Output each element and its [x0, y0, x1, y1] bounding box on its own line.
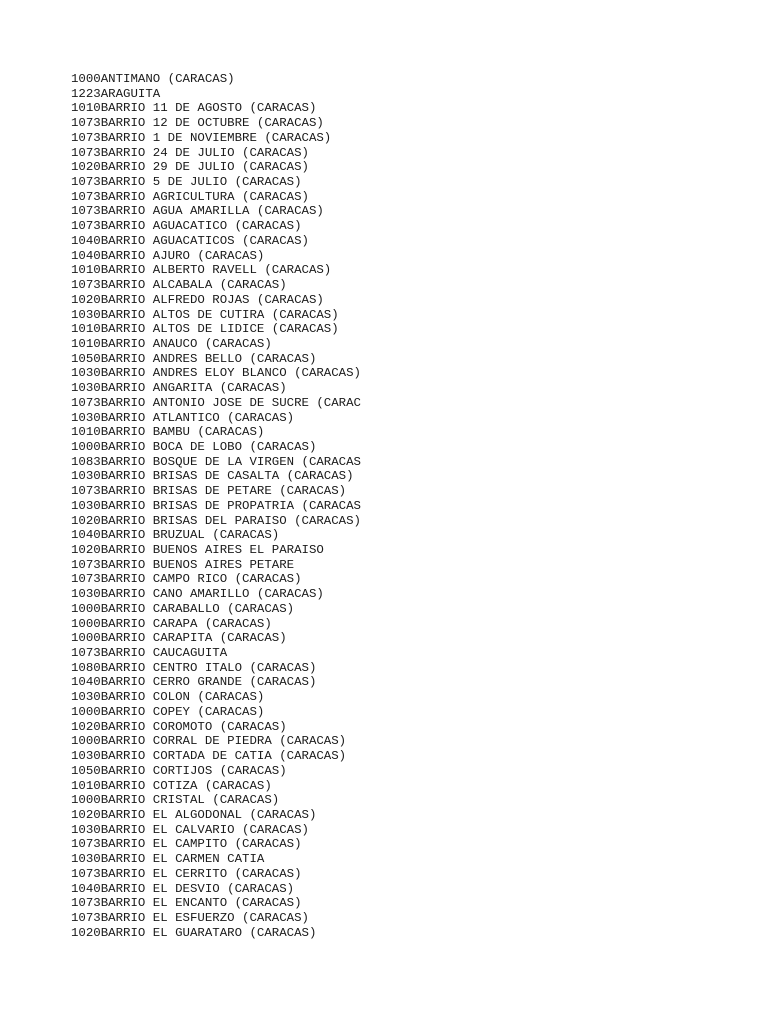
list-item: 1073BARRIO AGUA AMARILLA (CARACAS)	[71, 204, 324, 219]
list-item: 1000BARRIO BOCA DE LOBO (CARACAS)	[71, 439, 317, 454]
list-item: 1010BARRIO ALTOS DE LIDICE (CARACAS)	[71, 322, 339, 337]
list-item: 1020BARRIO EL ALGODONAL (CARACAS)	[71, 807, 317, 822]
list-item: 1020BARRIO 29 DE JULIO (CARACAS)	[71, 160, 309, 175]
list-item: 1010BARRIO ALBERTO RAVELL (CARACAS)	[71, 263, 332, 278]
list-item: 1000BARRIO COPEY (CARACAS)	[71, 704, 265, 719]
list-item: 1073BARRIO 12 DE OCTUBRE (CARACAS)	[71, 116, 324, 131]
list-item: 1073BARRIO EL ESFUERZO (CARACAS)	[71, 910, 309, 925]
list-item: 1000BARRIO CARAPA (CARACAS)	[71, 616, 272, 631]
list-item: 1030BARRIO CORTADA DE CATIA (CARACAS)	[71, 749, 347, 764]
list-item: 1073BARRIO ALCABALA (CARACAS)	[71, 278, 287, 293]
list-item: 1010BARRIO 11 DE AGOSTO (CARACAS)	[71, 101, 317, 116]
list-item: 1010BARRIO BAMBU (CARACAS)	[71, 425, 265, 440]
list-item: 1040BARRIO AJURO (CARACAS)	[71, 248, 265, 263]
list-item: 1073BARRIO CAUCAGUITA	[71, 646, 228, 661]
postal-code-list	[71, 72, 731, 940]
list-item: 1030BARRIO BRISAS DE CASALTA (CARACAS)	[71, 469, 354, 484]
list-item: 1010BARRIO COTIZA (CARACAS)	[71, 778, 272, 793]
list-item: 1030BARRIO ANGARITA (CARACAS)	[71, 381, 287, 396]
list-item: 1040BARRIO BRUZUAL (CARACAS)	[71, 528, 280, 543]
list-item: 1040BARRIO AGUACATICOS (CARACAS)	[71, 233, 309, 248]
list-item: 1030BARRIO EL CARMEN CATIA	[71, 852, 265, 867]
list-item: 1000ANTIMANO (CARACAS)	[71, 72, 235, 86]
list-item: 1083BARRIO BOSQUE DE LA VIRGEN (CARACAS	[71, 454, 361, 469]
list-item: 1020BARRIO ALFREDO ROJAS (CARACAS)	[71, 292, 324, 307]
list-item: 1073BARRIO CAMPO RICO (CARACAS)	[71, 572, 302, 587]
list-item: 1080BARRIO CENTRO ITALO (CARACAS)	[71, 660, 317, 675]
list-item: 1030BARRIO ANDRES ELOY BLANCO (CARACAS)	[71, 366, 361, 381]
list-item: 1030BARRIO CANO AMARILLO (CARACAS)	[71, 587, 324, 602]
list-item: 1073BARRIO EL CAMPITO (CARACAS)	[71, 837, 302, 852]
list-item: 1223ARAGUITA	[71, 86, 161, 101]
list-item: 1073BARRIO EL CERRITO (CARACAS)	[71, 866, 302, 881]
list-item: 1030BARRIO ALTOS DE CUTIRA (CARACAS)	[71, 307, 339, 322]
list-item: 1020BARRIO COROMOTO (CARACAS)	[71, 719, 287, 734]
list-item: 1040BARRIO CERRO GRANDE (CARACAS)	[71, 675, 317, 690]
list-item: 1000BARRIO CARABALLO (CARACAS)	[71, 601, 295, 616]
list-item: 1073BARRIO 24 DE JULIO (CARACAS)	[71, 145, 309, 160]
list-item: 1073BARRIO BRISAS DE PETARE (CARACAS)	[71, 484, 347, 499]
list-item: 1020BARRIO BRISAS DEL PARAISO (CARACAS)	[71, 513, 361, 528]
list-item: 1050BARRIO ANDRES BELLO (CARACAS)	[71, 351, 317, 366]
list-item: 1000BARRIO CORRAL DE PIEDRA (CARACAS)	[71, 734, 347, 749]
list-item: 1073BARRIO AGRICULTURA (CARACAS)	[71, 189, 309, 204]
list-item: 1030BARRIO BRISAS DE PROPATRIA (CARACAS	[71, 498, 361, 513]
list-item: 1000BARRIO CRISTAL (CARACAS)	[71, 793, 280, 808]
list-item: 1030BARRIO EL CALVARIO (CARACAS)	[71, 822, 309, 837]
list-item: 1073BARRIO 1 DE NOVIEMBRE (CARACAS)	[71, 130, 332, 145]
list-item: 1040BARRIO EL DESVIO (CARACAS)	[71, 881, 295, 896]
list-item: 1030BARRIO COLON (CARACAS)	[71, 690, 265, 705]
list-item: 1073BARRIO 5 DE JULIO (CARACAS)	[71, 175, 302, 190]
list-item: 1050BARRIO CORTIJOS (CARACAS)	[71, 763, 287, 778]
list-item: 1073BARRIO ANTONIO JOSE DE SUCRE (CARAC	[71, 395, 361, 410]
list-item: 1073BARRIO EL ENCANTO (CARACAS)	[71, 896, 302, 911]
list-item: 1020BARRIO EL GUARATARO (CARACAS)	[71, 925, 317, 940]
list-item: 1030BARRIO ATLANTICO (CARACAS)	[71, 410, 295, 425]
list-item: 1010BARRIO ANAUCO (CARACAS)	[71, 336, 272, 351]
list-item: 1073BARRIO BUENOS AIRES PETARE	[71, 557, 295, 572]
list-item: 1020BARRIO BUENOS AIRES EL PARAISO	[71, 543, 324, 557]
list-item: 1073BARRIO AGUACATICO (CARACAS)	[71, 219, 302, 234]
list-item: 1000BARRIO CARAPITA (CARACAS)	[71, 631, 287, 646]
